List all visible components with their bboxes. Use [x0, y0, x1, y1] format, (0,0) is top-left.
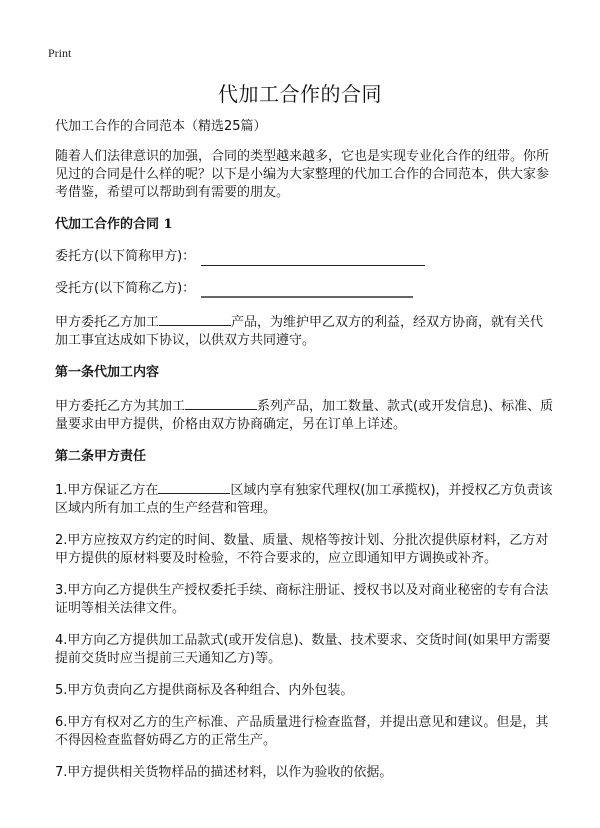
article2-item-4: 4.甲方向乙方提供加工品款式(或开发信息)、数量、技术要求、交货时间(如果甲方需要提前交货时应当提前三天通知乙方)等。 — [55, 633, 551, 666]
article1-paragraph — [55, 396, 555, 434]
article2-heading: 第二条甲方责任 — [55, 449, 147, 464]
party-b-label: 受托方(以下简称乙方)： — [55, 281, 196, 296]
product-blank — [159, 312, 231, 326]
document-body — [55, 118, 555, 796]
item1-text-start: 1.甲方保证乙方在 — [55, 483, 159, 498]
preamble-paragraph — [55, 312, 555, 350]
party-a-line — [55, 248, 555, 266]
article2-item-6: 6.甲方有权对乙方的生产标准、产品质量进行检查监督，并提出意见和建议。但是，其不得因检查监督妨碍乙方的正常生产。 — [55, 715, 549, 748]
item1-text-end: 区域内享有独家代理权(加工承揽权)，并授权乙方负责该区域内所有加工点的生产经营和管理。 — [55, 483, 553, 516]
article2-item-5: 5.甲方负责向乙方提供商标及各种组合、内外包装。 — [55, 683, 354, 698]
series-blank — [185, 396, 257, 410]
print-link[interactable]: Print — [48, 46, 72, 60]
article2-item-3: 3.甲方向乙方提供生产授权委托手续、商标注册证、授权书以及对商业秘密的专有合法证明等相关法律文件。 — [55, 583, 549, 616]
document-subtitle: 代加工合作的合同范本（精选25篇） — [55, 119, 267, 134]
article2-item-7: 7.甲方提供相关货物样品的描述材料，以作为验收的依据。 — [55, 765, 393, 780]
preamble-text-end: 产品，为维护甲乙双方的利益，经双方协商，就有关代加工事宜达成如下协议，以供双方共同遵守。 — [55, 315, 544, 348]
party-a-label: 委托方(以下简称甲方)： — [55, 249, 196, 264]
region-blank — [158, 480, 230, 494]
article1-text-start: 甲方委托乙方为其加工 — [55, 399, 186, 414]
contract-heading: 代加工合作的合同 1 — [55, 217, 173, 232]
article1-heading: 第一条代加工内容 — [55, 365, 160, 380]
article1-text-end: 系列产品，加工数量、款式(或开发信息)、标准、质量要求由甲方提供，价格由双方协商确定，另在订单上详述。 — [55, 399, 554, 432]
intro-paragraph: 随着人们法律意识的加强，合同的类型越来越多，它也是实现专业化合作的纽带。你所见过的合同是什么样的呢？以下是小编为大家整理的代加工合作的合同范本，供大家参考借鉴，希望可以帮助到有需要的朋友。 — [55, 149, 550, 200]
page-title: 代加工合作的合同 — [218, 82, 382, 106]
party-b-line — [55, 280, 555, 298]
article2-item-2: 2.甲方应按双方约定的时间、数量、质量、规格等按计划、分批次提供原材料，乙方对甲方提供的原材料要及时检验，不符合要求的，应立即通知甲方调换或补齐。 — [55, 533, 549, 566]
article2-item-1 — [55, 480, 555, 518]
party-a-blank — [201, 251, 425, 266]
preamble-text-start: 甲方委托乙方加工 — [55, 315, 160, 330]
party-b-blank — [201, 282, 413, 298]
